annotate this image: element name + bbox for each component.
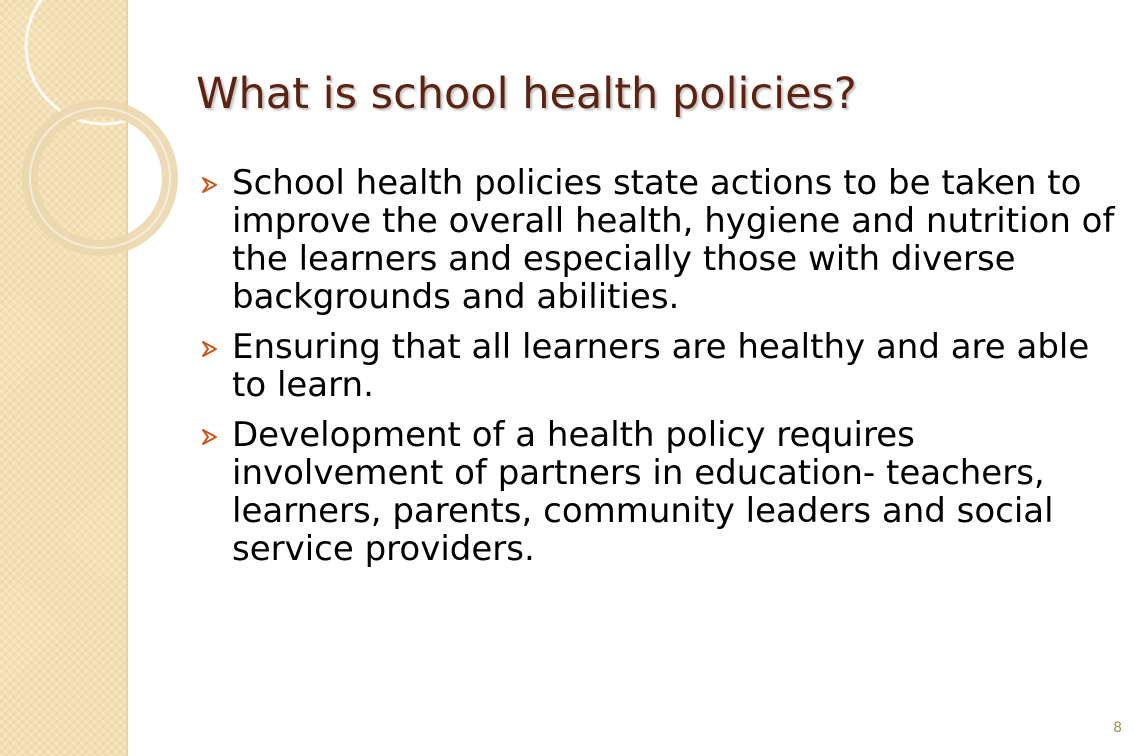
bullet-text: Ensuring that all learners are healthy and are able to learn.: [232, 327, 1090, 405]
bullet-item: [196, 328, 1116, 404]
slide-title: What is school health policies?: [196, 69, 857, 119]
page-number: 8: [1113, 720, 1122, 736]
arrow-bullet-icon: [200, 175, 220, 195]
bullet-list: [196, 164, 1116, 580]
band-divider: [126, 0, 128, 756]
bullet-item: [196, 164, 1116, 316]
decorative-side-band: [0, 0, 126, 756]
bullet-text: Development of a health policy requires involvement of partners in education- teachers, learners, parents, community leaders and social service providers.: [232, 415, 1054, 569]
bullet-item: [196, 416, 1116, 568]
arrow-bullet-icon: [200, 339, 220, 359]
bullet-text: School health policies state actions to be taken to improve the overall health, hygiene and nutrition of the learners and especially those with diverse backgrounds and abilities.: [232, 163, 1115, 317]
arrow-bullet-icon: [200, 427, 220, 447]
